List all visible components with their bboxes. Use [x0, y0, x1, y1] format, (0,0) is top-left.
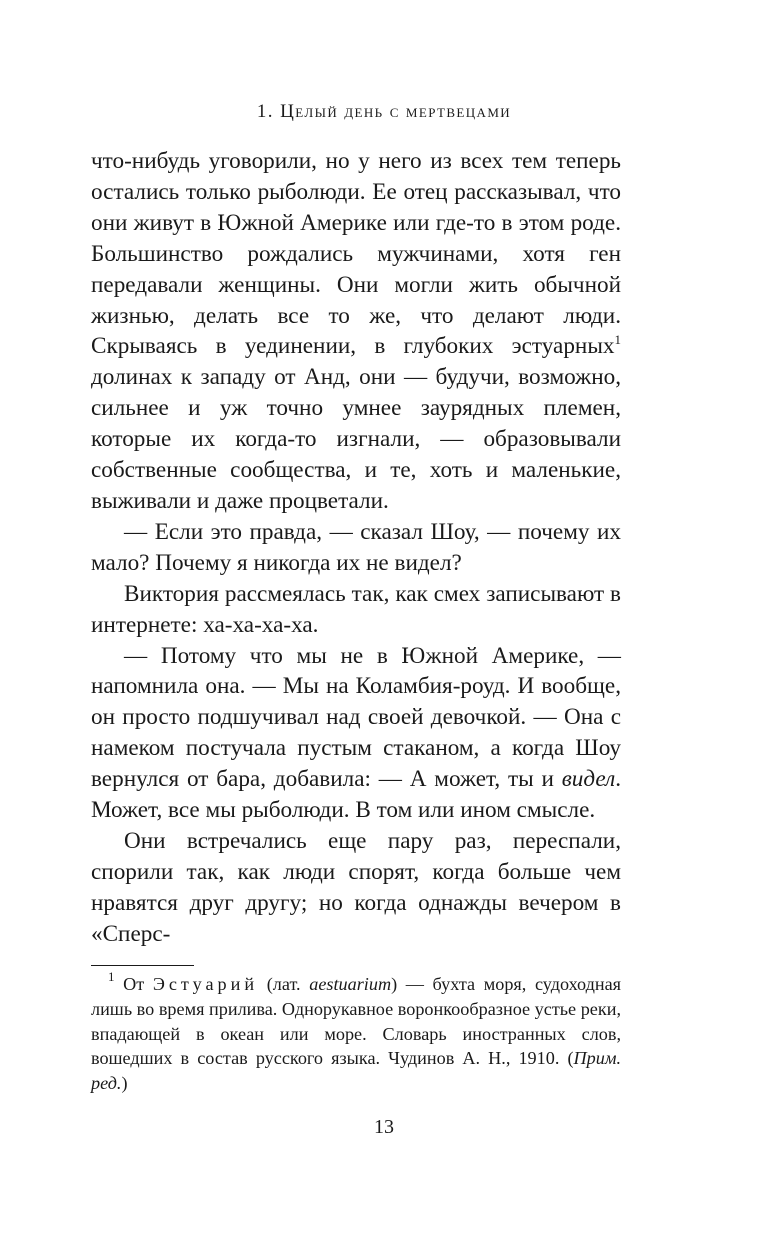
footnote-text	[91, 969, 622, 1096]
running-head: 1. Целый день с мертвецами	[256, 101, 512, 122]
paragraph	[91, 641, 621, 826]
footnote-divider	[91, 965, 194, 966]
footnote	[91, 969, 622, 1096]
paragraph-text: долинах к западу от Анд, они — будучи, возможно, сильнее и уж точно умнее заурядных племен, которые их когда-то изгнали, — образовывали собственные сообщества, и те, хоть и маленькие, выживали и даже процветали.	[91, 364, 621, 514]
footnote-latin: aestuarium	[309, 974, 392, 994]
paragraph-text: — Потому что мы не в Южной Америке, — напомнила она. — Мы на Коламбия-роуд. И вообще, он просто подшучивал над своей девочкой. — Она с намеком постучала пустым стаканом, а когда Шоу вернулся от бара, добавила: — А может, ты и	[91, 642, 621, 793]
paragraph	[91, 146, 621, 517]
footnote-lead: От	[123, 974, 145, 994]
emphasized-word: видел	[561, 766, 616, 793]
page-number: 13	[374, 1116, 394, 1138]
footnote-part: )	[121, 1073, 128, 1094]
paragraph: Они встречались еще пару раз, переспали, спорили так, как люди спорят, когда больше чем нравятся друг другу; но когда однажды вечером в «Сперс-	[91, 827, 621, 947]
footnote-marker: 1	[108, 969, 115, 984]
footnote-part: (лат.	[258, 974, 310, 994]
footnote-term: Эстуарий	[152, 974, 259, 994]
paragraph-text: . Может, все мы рыболюди. В том или ином смысле.	[91, 766, 622, 824]
footnote-reference[interactable]: 1	[614, 332, 621, 348]
paragraph-text: что-нибудь уговорили, но у него из всех тем теперь остались только рыболюди. Ее отец рассказывал, что они живут в Южной Америке или где-то в этом роде. Большинство рождались мужчинами, хотя ген передавали женщины. Они могли жить обычной жизнью, делать все то же, что делают люди. Скрываясь в уединении, в глубоких эстуарных	[91, 148, 621, 360]
paragraph: — Если это правда, — сказал Шоу, — почему их мало? Почему я никогда их не видел?	[91, 518, 621, 576]
paragraph: Виктория рассмеялась так, как смех записывают в интернете: ха-ха-ха-ха.	[91, 580, 621, 638]
footnote-part: ) — бухта моря, судоходная лишь во время прилива. Однорукавное воронкообразное устье реки, впадающей в океан или море. Словарь иностранных слов, вошедших в состав русского языка. Чудинов А. Н., 1910. (	[91, 974, 622, 1069]
footnote-editor-note: Прим. ред.	[91, 1048, 621, 1094]
main-text	[91, 146, 621, 950]
